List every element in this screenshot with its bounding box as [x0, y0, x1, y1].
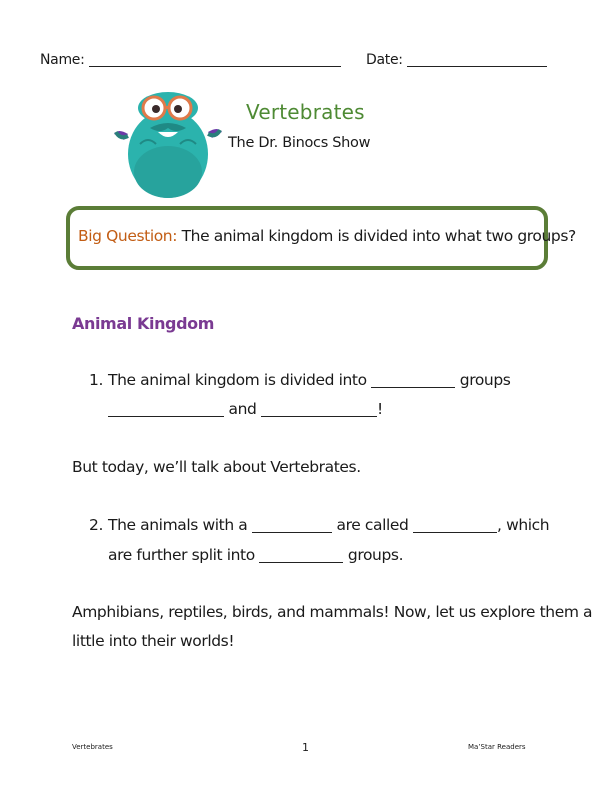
q1-number: 1. [89, 371, 103, 389]
closing-line-1: Amphibians, reptiles, birds, and mammals! Now, let us explore them a [72, 603, 593, 621]
big-question [78, 227, 576, 245]
q2-text-b: are called [336, 516, 409, 534]
q1-line1 [108, 371, 510, 389]
name-blank [89, 52, 341, 67]
name-field [40, 52, 341, 68]
q1-end: ! [377, 400, 383, 418]
q2-blank-name [413, 518, 497, 533]
q1-line2 [108, 400, 383, 418]
date-label: Date: [366, 52, 403, 68]
transition-text: But today, we’ll talk about Vertebrates. [72, 458, 361, 476]
name-label: Name: [40, 52, 85, 68]
page-number: 1 [302, 741, 309, 754]
q1-and: and [228, 400, 257, 418]
q1-blank-group2 [261, 402, 377, 417]
q2-blank-feature [252, 518, 332, 533]
footer-left: Vertebrates [72, 743, 113, 751]
q2-text-c: , which [497, 516, 550, 534]
q2-line1 [108, 516, 549, 534]
q2-line2 [108, 546, 403, 564]
q1-text-b: groups [459, 371, 511, 389]
q2-text-d: are further split into [108, 546, 255, 564]
worksheet-subtitle: The Dr. Binocs Show [228, 135, 371, 151]
dr-binocs-illustration [110, 88, 226, 202]
date-blank [407, 52, 547, 67]
q2-text-e: groups. [347, 546, 404, 564]
big-question-label: Big Question: [78, 227, 178, 245]
footer-right: Ma’Star Readers [468, 743, 526, 751]
q2-number: 2. [89, 516, 103, 534]
closing-line-2: little into their worlds! [72, 632, 235, 650]
q2-blank-count [259, 548, 343, 563]
q1-text-a: The animal kingdom is divided into [108, 371, 367, 389]
q2-text-a: The animals with a [108, 516, 248, 534]
worksheet-title: Vertebrates [246, 100, 365, 124]
big-question-text: The animal kingdom is divided into what two groups? [177, 227, 576, 245]
date-field [366, 52, 547, 68]
section-heading: Animal Kingdom [72, 314, 215, 333]
q1-blank-group1 [108, 402, 224, 417]
q1-blank-count [371, 373, 455, 388]
